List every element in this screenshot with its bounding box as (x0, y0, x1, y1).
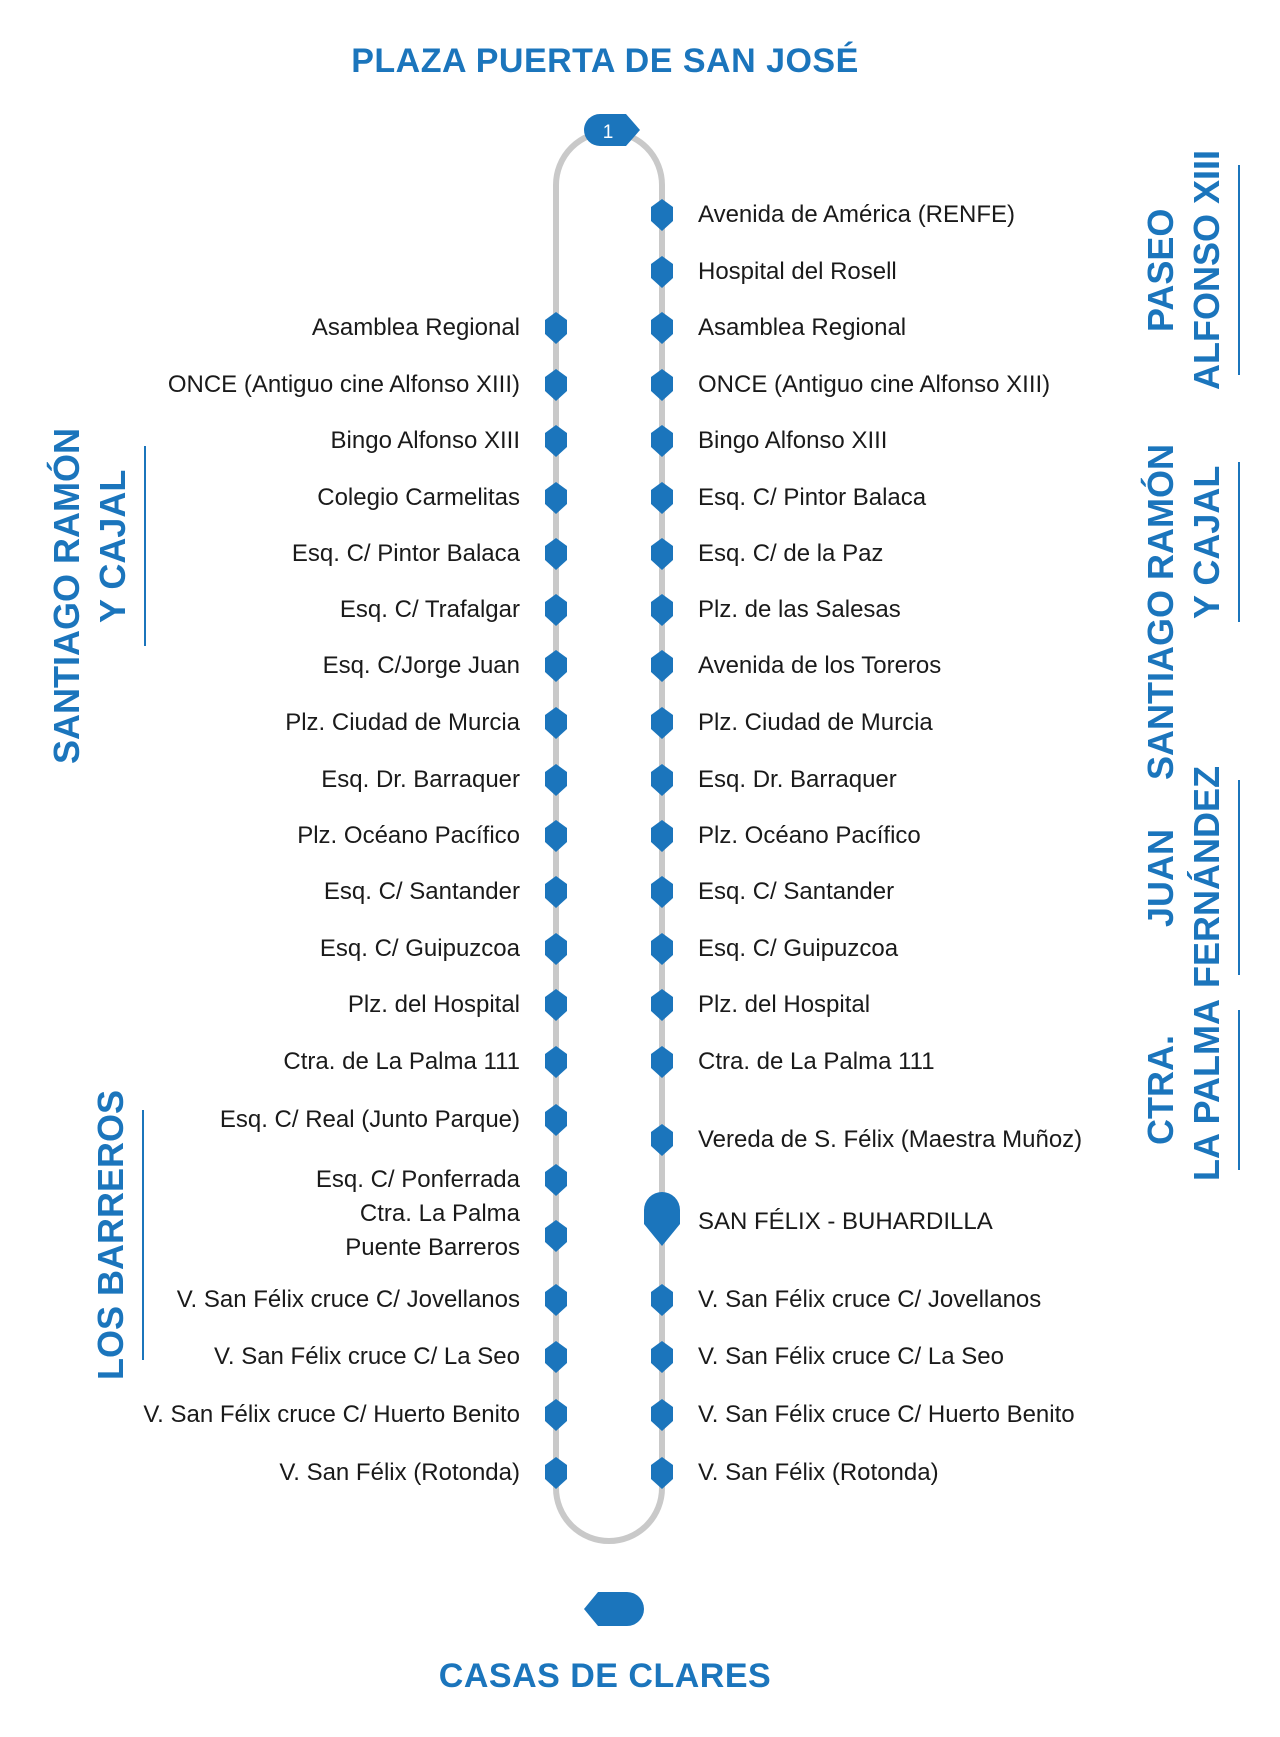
stop-label: Esq. C/ Santander (698, 878, 895, 905)
stop-marker (545, 594, 567, 626)
zone-label-line1: SANTIAGO RAMÓN (46, 428, 87, 764)
left-stop-markers (545, 312, 567, 1489)
stop-marker (545, 1104, 567, 1136)
stop-marker (651, 256, 673, 288)
stop-label: Hospital del Rosell (698, 258, 897, 285)
stop-label: Plz. Ciudad de Murcia (698, 709, 933, 736)
stop-marker (545, 312, 567, 344)
stop-marker (545, 482, 567, 514)
stop-label: Ctra. de La Palma 111 (698, 1048, 935, 1075)
stop-label: Esq. C/ Pintor Balaca (291, 540, 520, 567)
stop-marker (651, 876, 673, 908)
stop-marker (651, 482, 673, 514)
zone-label-line2: FERNÁNDEZ (1184, 780, 1240, 975)
zone-santiago-ramon-right (1138, 444, 1240, 780)
stop-marker (545, 707, 567, 739)
stop-label: Avenida de América (RENFE) (698, 201, 1016, 228)
zone-paseo-alfonso (1138, 149, 1240, 390)
stop-label: V. San Félix (Rotonda) (698, 1459, 939, 1486)
stop-label: Bingo Alfonso XIII (330, 427, 520, 454)
route-track (556, 132, 662, 1541)
stop-marker (651, 1457, 673, 1489)
stop-marker (545, 1457, 567, 1489)
stop-label: Esq. C/ Real (Junto Parque) (219, 1106, 520, 1133)
stop-label: Ctra. La Palma (359, 1200, 520, 1227)
destination-title: CASAS DE CLARES (438, 1657, 772, 1695)
stop-marker (545, 1164, 567, 1196)
stop-label: Esq. C/ Santander (323, 878, 520, 905)
terminal-badge-bottom (584, 1592, 644, 1626)
stop-marker (545, 650, 567, 682)
stop-label: Ctra. de La Palma 111 (283, 1048, 520, 1075)
stop-marker (651, 764, 673, 796)
line-number: 1 (602, 122, 614, 143)
stop-marker (651, 650, 673, 682)
stop-marker (651, 820, 673, 852)
terminus-stop-marker (644, 1192, 680, 1246)
zone-los-barreros (88, 1089, 144, 1381)
stop-marker (651, 199, 673, 231)
stop-label: Asamblea Regional (698, 314, 907, 341)
zone-label-line1: LOS BARREROS (88, 1110, 144, 1360)
stop-marker (651, 707, 673, 739)
stop-label: Plz. del Hospital (347, 991, 520, 1018)
stop-marker (545, 1341, 567, 1373)
stop-label: V. San Félix cruce C/ Huerto Benito (143, 1401, 520, 1428)
stop-label: Plz. de las Salesas (698, 596, 901, 623)
stop-marker (651, 369, 673, 401)
stop-marker (651, 1399, 673, 1431)
stop-label: Plz. Océano Pacífico (297, 822, 520, 849)
stop-marker (545, 369, 567, 401)
stop-label: ONCE (Antiguo cine Alfonso XIII) (698, 371, 1051, 398)
zone-label-line2: Y CAJAL (1184, 462, 1240, 622)
stop-marker (651, 1046, 673, 1078)
zone-juan-fernandez (1138, 766, 1240, 989)
stop-marker (545, 933, 567, 965)
stop-label: V. San Félix cruce C/ La Seo (214, 1343, 520, 1370)
stop-label: Bingo Alfonso XIII (698, 427, 888, 454)
stop-label: Puente Barreros (345, 1234, 520, 1261)
stop-label: Colegio Carmelitas (317, 484, 520, 511)
stop-label: Esq. Dr. Barraquer (321, 766, 520, 793)
stop-marker (545, 876, 567, 908)
stop-label: V. San Félix cruce C/ Jovellanos (698, 1286, 1042, 1313)
stop-marker (651, 312, 673, 344)
stop-marker (651, 933, 673, 965)
stop-label: V. San Félix (Rotonda) (279, 1459, 520, 1486)
stop-marker (545, 764, 567, 796)
stop-marker (545, 820, 567, 852)
stop-label: Plz. Ciudad de Murcia (285, 709, 520, 736)
origin-title: PLAZA PUERTA DE SAN JOSÉ (351, 42, 859, 80)
stop-label: V. San Félix cruce C/ Huerto Benito (698, 1401, 1075, 1428)
terminus-stop-label: SAN FÉLIX - BUHARDILLA (698, 1208, 993, 1235)
zone-label-line2: LA PALMA (1184, 1010, 1240, 1170)
right-stop-markers (644, 199, 680, 1489)
stop-marker (651, 594, 673, 626)
stop-marker (545, 425, 567, 457)
stop-label: Esq. C/Jorge Juan (322, 652, 520, 679)
stop-marker (651, 1284, 673, 1316)
stop-marker (651, 1124, 673, 1156)
stop-marker (545, 1284, 567, 1316)
stop-label: Esq. C/ Guipuzcoa (319, 935, 520, 962)
stop-label: Avenida de los Toreros (698, 652, 942, 679)
zone-label-line1: CTRA. (1140, 1035, 1181, 1145)
stop-label: Plz. Océano Pacífico (698, 822, 921, 849)
stop-label: Vereda de S. Félix (Maestra Muñoz) (698, 1126, 1083, 1153)
stop-marker (545, 1399, 567, 1431)
zone-label-line2: Y CAJAL (90, 446, 146, 646)
stop-marker (545, 989, 567, 1021)
stop-label: V. San Félix cruce C/ Jovellanos (176, 1286, 520, 1313)
stop-marker (651, 538, 673, 570)
stop-label: Esq. C/ Trafalgar (339, 596, 520, 623)
zone-label-line1: SANTIAGO RAMÓN (1140, 444, 1181, 780)
zone-label-line2: ALFONSO XIII (1184, 165, 1240, 375)
stop-label: Esq. C/ Ponferrada (315, 1166, 520, 1193)
stop-marker (545, 538, 567, 570)
stop-label: V. San Félix cruce C/ La Seo (698, 1343, 1004, 1370)
stop-marker (651, 425, 673, 457)
zone-label-line1: JUAN (1140, 828, 1181, 927)
zone-santiago-ramon-left (44, 428, 146, 764)
stop-marker (545, 1220, 567, 1252)
stop-label: Esq. C/ de la Paz (698, 540, 884, 567)
zone-ctra-la-palma (1138, 999, 1240, 1181)
stop-marker (651, 989, 673, 1021)
stop-marker (545, 1046, 567, 1078)
stop-label: ONCE (Antiguo cine Alfonso XIII) (167, 371, 520, 398)
stop-marker (651, 1341, 673, 1373)
zone-label-line1: PASEO (1140, 208, 1181, 332)
stop-label: Asamblea Regional (311, 314, 520, 341)
stop-label: Esq. C/ Pintor Balaca (698, 484, 927, 511)
stop-label: Plz. del Hospital (698, 991, 871, 1018)
stop-label: Esq. Dr. Barraquer (698, 766, 897, 793)
stop-label: Esq. C/ Guipuzcoa (698, 935, 899, 962)
